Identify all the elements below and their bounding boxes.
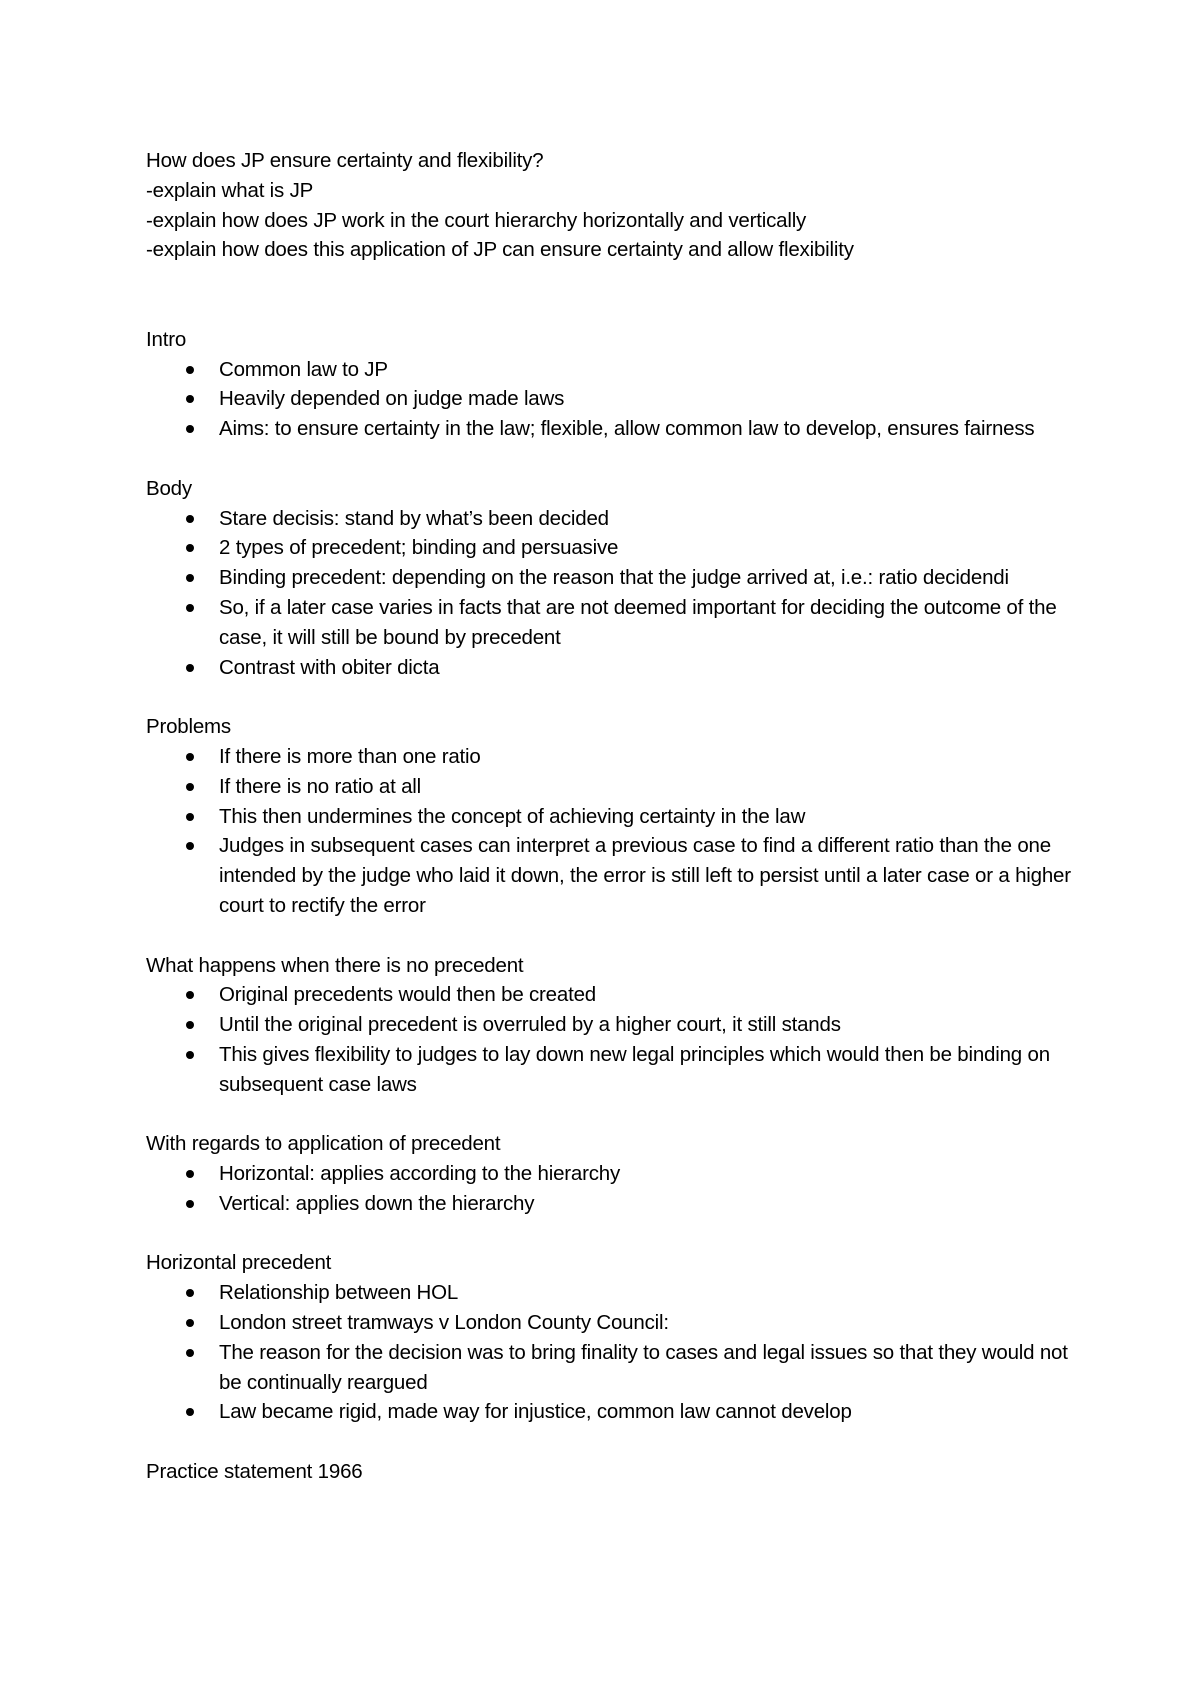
- bullet-icon: [186, 783, 194, 791]
- section-heading-practice-statement: Practice statement 1966: [146, 1460, 363, 1484]
- bullet-icon: [186, 1200, 194, 1208]
- list-item: 2 types of precedent; binding and persuasive: [146, 533, 1076, 563]
- list-item: So, if a later case varies in facts that are not deemed important for deciding the outcome of the case, it will still be bound by precedent: [146, 593, 1076, 653]
- section-heading-problems: Problems: [146, 715, 231, 739]
- bullet-icon: [186, 515, 194, 523]
- question-point: -explain what is JP: [146, 178, 314, 202]
- bullet-icon: [186, 1170, 194, 1178]
- list-item: Common law to JP: [146, 355, 1076, 385]
- bullet-list-problems: [146, 742, 1076, 921]
- list-item: This then undermines the concept of achieving certainty in the law: [146, 802, 1076, 832]
- bullet-icon: [186, 1408, 194, 1416]
- list-item: Law became rigid, made way for injustice, common law cannot develop: [146, 1397, 1076, 1427]
- bullet-icon: [186, 574, 194, 582]
- list-item: Judges in subsequent cases can interpret a previous case to find a different ratio than the one intended by the judge who laid it down, the error is still left to persist until a later case or a higher court to rectify the error: [146, 831, 1076, 920]
- bullet-icon: [186, 1349, 194, 1357]
- list-item: Original precedents would then be created: [146, 980, 1076, 1010]
- bullet-icon: [186, 544, 194, 552]
- list-item: Binding precedent: depending on the reason that the judge arrived at, i.e.: ratio decidendi: [146, 563, 1076, 593]
- list-item: Horizontal: applies according to the hierarchy: [146, 1159, 1076, 1189]
- list-item: The reason for the decision was to bring finality to cases and legal issues so that they would not be continually reargued: [146, 1338, 1076, 1398]
- bullet-icon: [186, 1319, 194, 1327]
- list-item: Contrast with obiter dicta: [146, 653, 1076, 683]
- section-heading-no-precedent: What happens when there is no precedent: [146, 953, 524, 977]
- section-heading-horizontal: Horizontal precedent: [146, 1251, 332, 1275]
- bullet-list-horizontal: [146, 1278, 1076, 1427]
- list-item: London street tramways v London County Council:: [146, 1308, 1076, 1338]
- bullet-icon: [186, 395, 194, 403]
- bullet-list-body: [146, 504, 1076, 683]
- bullet-icon: [186, 366, 194, 374]
- bullet-list-no-precedent: [146, 980, 1076, 1099]
- section-heading-application: With regards to application of precedent: [146, 1132, 501, 1156]
- bullet-icon: [186, 991, 194, 999]
- bullet-list-intro: [146, 355, 1076, 444]
- list-item: Aims: to ensure certainty in the law; flexible, allow common law to develop, ensures fairness: [146, 414, 1076, 444]
- document-page: [146, 146, 1076, 1487]
- bullet-icon: [186, 604, 194, 612]
- bullet-icon: [186, 1021, 194, 1029]
- list-item: If there is more than one ratio: [146, 742, 1076, 772]
- list-item: This gives flexibility to judges to lay down new legal principles which would then be binding on subsequent case laws: [146, 1040, 1076, 1100]
- section-heading-body: Body: [146, 476, 192, 500]
- section-heading-intro: Intro: [146, 327, 187, 351]
- bullet-icon: [186, 1289, 194, 1297]
- question-point: -explain how does this application of JP can ensure certainty and allow flexibility: [146, 238, 854, 262]
- list-item: Until the original precedent is overruled by a higher court, it still stands: [146, 1010, 1076, 1040]
- bullet-icon: [186, 664, 194, 672]
- list-item: If there is no ratio at all: [146, 772, 1076, 802]
- bullet-list-application: [146, 1159, 1076, 1219]
- bullet-icon: [186, 1051, 194, 1059]
- bullet-icon: [186, 813, 194, 821]
- bullet-icon: [186, 842, 194, 850]
- bullet-icon: [186, 753, 194, 761]
- list-item: Stare decisis: stand by what’s been decided: [146, 504, 1076, 534]
- list-item: Relationship between HOL: [146, 1278, 1076, 1308]
- list-item: Heavily depended on judge made laws: [146, 384, 1076, 414]
- bullet-icon: [186, 425, 194, 433]
- question-title: How does JP ensure certainty and flexibility?: [146, 149, 544, 172]
- list-item: Vertical: applies down the hierarchy: [146, 1189, 1076, 1219]
- question-point: -explain how does JP work in the court hierarchy horizontally and vertically: [146, 208, 807, 232]
